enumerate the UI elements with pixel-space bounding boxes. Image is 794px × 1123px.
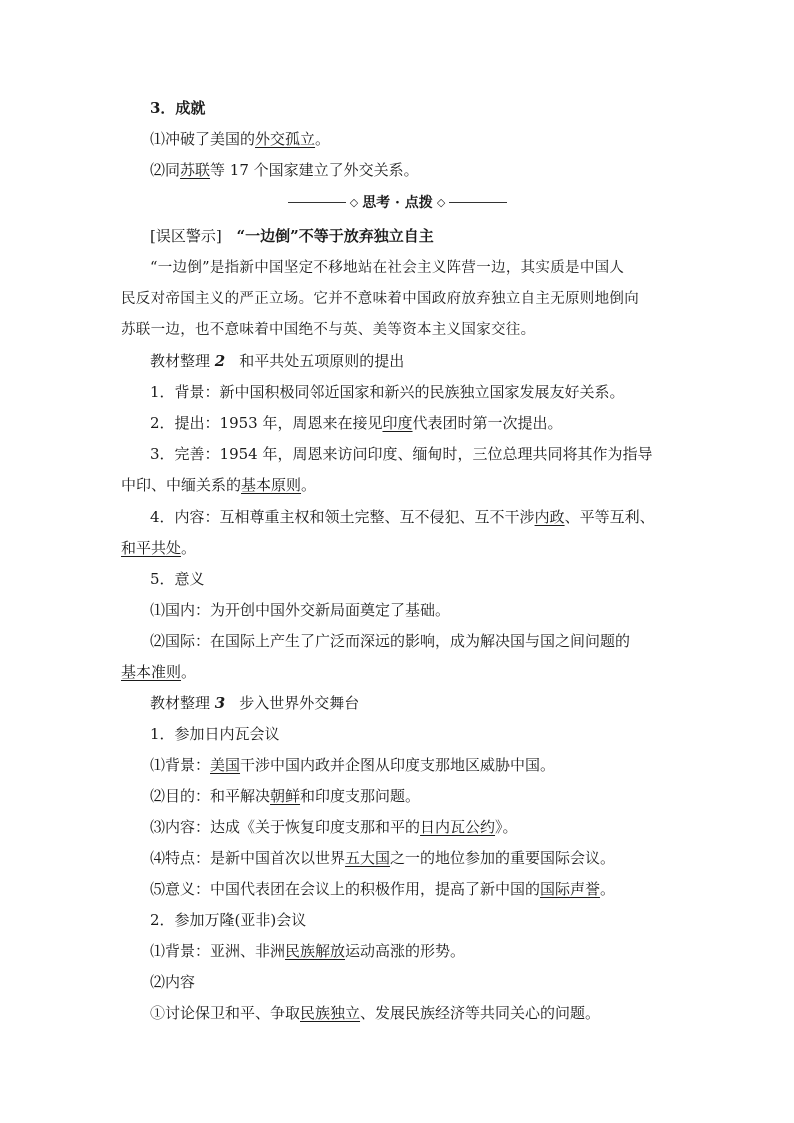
section-3-heading: 教材整理 3 步入世界外交舞台 <box>150 694 360 712</box>
bandung-content-item-1: ①讨论保卫和平、争取民族独立、发展民族经济等共同关心的问题。 <box>150 1004 601 1022</box>
principle-significance-heading: 5．意义 <box>150 570 205 588</box>
principle-refined-line-1: 3．完善：1954 年，周恩来访问印度、缅甸时，三位总理共同将其作为指导 <box>150 445 653 463</box>
diamond-icon: ◇ <box>436 195 446 209</box>
bandung-content-heading: ⑵内容 <box>150 973 196 991</box>
section-2-heading: 教材整理 2 和平共处五项原则的提出 <box>150 352 405 370</box>
divider-line <box>449 202 507 203</box>
principle-background: 1．背景：新中国积极同邻近国家和新兴的民族独立国家发展友好关系。 <box>150 383 625 401</box>
geneva-content: ⑶内容：达成《关于恢复印度支那和平的日内瓦公约》。 <box>150 818 518 836</box>
geneva-purpose: ⑵目的：和平解决朝鲜和印度支那问题。 <box>150 787 421 805</box>
underlined-term: 外交孤立 <box>255 130 316 148</box>
geneva-heading: 1．参加日内瓦会议 <box>150 725 280 743</box>
achievement-item-2: ⑵同苏联等 17 个国家建立了外交关系。 <box>150 161 419 179</box>
warning-tag: [误区警示] <box>150 227 222 245</box>
principle-significance-intl-line-2: 基本准则。 <box>121 663 197 681</box>
geneva-background: ⑴背景：美国干涉中国内政并企图从印度支那地区威胁中国。 <box>150 756 556 774</box>
diamond-icon: ◇ <box>349 195 359 209</box>
bandung-heading: 2．参加万隆(亚非)会议 <box>150 911 307 929</box>
divider-label: 思考 · 点拨 <box>362 195 433 211</box>
principle-refined-line-2: 中印、中缅关系的基本原则。 <box>121 476 317 494</box>
warning-text-line: 民反对帝国主义的严正立场。它并不意味着中国政府放弃独立自主无原则地倒向 <box>121 291 639 307</box>
underlined-term: 苏联 <box>180 161 211 179</box>
warning-text-line: “一边倒”是指新中国坚定不移地站在社会主义阵营一边，其实质是中国人 <box>150 260 625 276</box>
geneva-features: ⑷特点：是新中国首次以世界五大国之一的地位参加的重要国际会议。 <box>150 849 616 867</box>
principle-proposed: 2．提出：1953 年，周恩来在接见印度代表团时第一次提出。 <box>150 414 563 432</box>
achievement-item-1: ⑴冲破了美国的外交孤立。 <box>150 130 331 148</box>
warning-text-line: 苏联一边，也不意味着中国绝不与英、美等资本主义国家交往。 <box>121 322 536 338</box>
principle-content-line-2: 和平共处。 <box>121 539 197 557</box>
bandung-background: ⑴背景：亚洲、非洲民族解放运动高涨的形势。 <box>150 942 466 960</box>
geneva-significance: ⑸意义：中国代表团在会议上的积极作用，提高了新中国的国际声誉。 <box>150 880 616 898</box>
warning-title: “一边倒”不等于放弃独立自主 <box>236 227 434 245</box>
principle-content-line-1: 4．内容：互相尊重主权和领土完整、互不侵犯、互不干涉内政、平等互利、 <box>150 508 655 526</box>
warning-heading <box>150 226 434 246</box>
divider-line <box>288 202 346 203</box>
principle-significance-intl-line-1: ⑵国际：在国际上产生了广泛而深远的影响，成为解决国与国之间问题的 <box>150 632 631 650</box>
principle-significance-domestic: ⑴国内：为开创中国外交新局面奠定了基础。 <box>150 601 451 619</box>
achievement-heading: 3．成就 <box>150 99 206 117</box>
section-divider <box>121 192 674 212</box>
